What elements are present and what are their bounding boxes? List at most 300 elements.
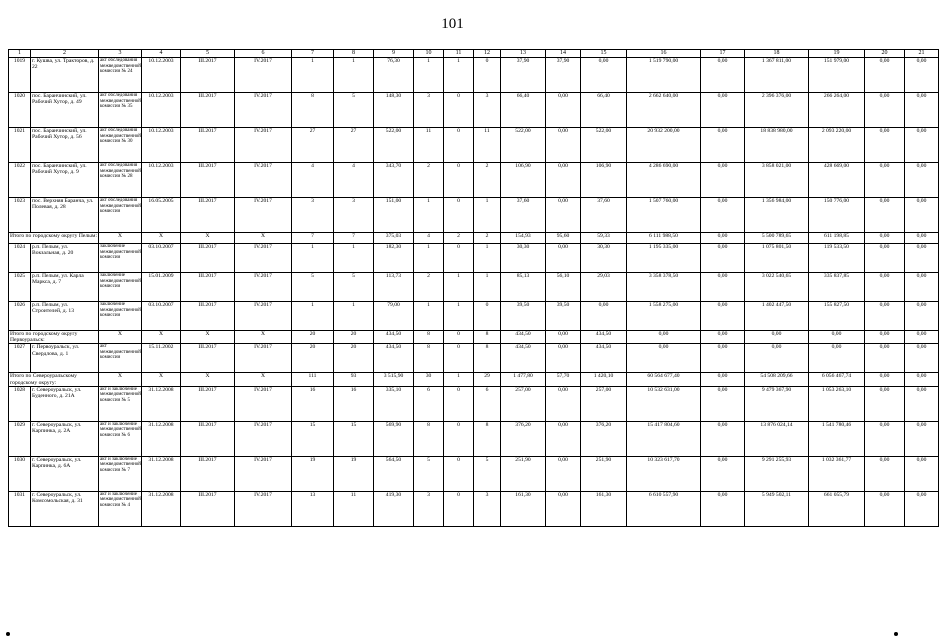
cell-c17: 0,00 xyxy=(701,163,745,198)
cell-c7: 15 xyxy=(292,421,334,456)
cell-c7: 1 xyxy=(292,244,334,273)
cell-c21: 0,00 xyxy=(905,93,939,128)
row-number: 1022 xyxy=(9,163,31,198)
cell-c16: 15 417 804,60 xyxy=(627,421,701,456)
cell-c4: X xyxy=(142,233,181,244)
cell-c21: 0,00 xyxy=(905,198,939,233)
cell-c14: 0,00 xyxy=(546,198,581,233)
cell-c9: 151,00 xyxy=(374,198,414,233)
cell-c18: 13 876 024,14 xyxy=(745,421,809,456)
cell-c18: 3 858 021,00 xyxy=(745,163,809,198)
cell-c18: 5 500 789,65 xyxy=(745,233,809,244)
cell-c17: 0,00 xyxy=(701,373,745,386)
cell-c20: 0,00 xyxy=(865,302,905,331)
planned-start: III.2017 xyxy=(181,93,235,128)
cell-c14: 57,70 xyxy=(546,373,581,386)
cell-c13: 376,20 xyxy=(501,421,546,456)
cell-c15: 59,33 xyxy=(581,233,627,244)
total-row xyxy=(9,373,939,386)
planned-end: IV.2017 xyxy=(235,163,292,198)
cell-c14: 0,00 xyxy=(546,163,581,198)
cell-c19: 1 541 780,46 xyxy=(809,421,865,456)
total-label: Итого по городскому округу Пелым: xyxy=(9,233,99,244)
cell-c19: 1 053 263,10 xyxy=(809,386,865,421)
cell-c9: 335,10 xyxy=(374,386,414,421)
cell-c10: 30 xyxy=(414,373,444,386)
basis-document: акт межведомственной комиссии xyxy=(99,344,142,373)
cell-c10: 6 xyxy=(414,386,444,421)
cell-c14: 0,00 xyxy=(546,456,581,491)
address: г. Североуральск, ул. Карпинка, д. 6А xyxy=(31,456,99,491)
cell-c7: 19 xyxy=(292,456,334,491)
cell-c10: 1 xyxy=(414,302,444,331)
cell-c6: X xyxy=(235,233,292,244)
planned-start: III.2017 xyxy=(181,302,235,331)
cell-c20: 0,00 xyxy=(865,163,905,198)
cell-c13: 66,40 xyxy=(501,93,546,128)
cell-c21: 0,00 xyxy=(905,163,939,198)
cell-c7: 27 xyxy=(292,128,334,163)
cell-c16: 0,00 xyxy=(627,331,701,344)
cell-c9: 569,90 xyxy=(374,421,414,456)
column-number: 16 xyxy=(627,50,701,58)
cell-c9: 375,03 xyxy=(374,233,414,244)
row-number: 1025 xyxy=(9,273,31,302)
cell-c13: 37,60 xyxy=(501,198,546,233)
column-number: 18 xyxy=(745,50,809,58)
cell-c16: 1 195 335,00 xyxy=(627,244,701,273)
cell-c13: 257,00 xyxy=(501,386,546,421)
row-number: 1026 xyxy=(9,302,31,331)
planned-start: III.2017 xyxy=(181,344,235,373)
planned-start: III.2017 xyxy=(181,421,235,456)
cell-c16: 1 519 790,00 xyxy=(627,58,701,93)
resettlement-register-table xyxy=(8,49,939,527)
cell-c19: 2 093 220,00 xyxy=(809,128,865,163)
cell-c21: 0,00 xyxy=(905,456,939,491)
cell-c7: 4 xyxy=(292,163,334,198)
total-label: Итого по городскому округу Первоуральск: xyxy=(9,331,99,344)
row-number: 1019 xyxy=(9,58,31,93)
cell-c15: 257,00 xyxy=(581,386,627,421)
cell-c14: 0,00 xyxy=(546,93,581,128)
cell-c8: 7 xyxy=(334,233,374,244)
cell-c19: 155 827,50 xyxy=(809,302,865,331)
cell-c8: 20 xyxy=(334,331,374,344)
cell-c16: 0,00 xyxy=(627,344,701,373)
address: пос. Баранчинский, ул. Рабочий Хутор, д. 56 xyxy=(31,128,99,163)
cell-c8: 11 xyxy=(334,491,374,526)
cell-c20: 0,00 xyxy=(865,386,905,421)
address: г. Североуральск, ул. Буденного, д. 21А xyxy=(31,386,99,421)
cell-c15: 30,30 xyxy=(581,244,627,273)
table-row xyxy=(9,128,939,163)
cell-c12: 8 xyxy=(474,421,501,456)
cell-c13: 85,13 xyxy=(501,273,546,302)
planned-end: IV.2017 xyxy=(235,93,292,128)
recognition-date: 10.12.2003 xyxy=(142,128,181,163)
cell-c13: 161,30 xyxy=(501,491,546,526)
cell-c5: X xyxy=(181,331,235,344)
cell-c21: 0,00 xyxy=(905,302,939,331)
cell-c10: 2 xyxy=(414,163,444,198)
cell-c3: X xyxy=(99,373,142,386)
cell-c18: 18 838 980,00 xyxy=(745,128,809,163)
cell-c20: 0,00 xyxy=(865,244,905,273)
cell-c14: 0,00 xyxy=(546,344,581,373)
cell-c20: 0,00 xyxy=(865,491,905,526)
cell-c12: 1 xyxy=(474,244,501,273)
column-number: 13 xyxy=(501,50,546,58)
cell-c8: 20 xyxy=(334,344,374,373)
cell-c8: 1 xyxy=(334,244,374,273)
cell-c17: 0,00 xyxy=(701,93,745,128)
basis-document: акт обследования межведомственной комиссии xyxy=(99,198,142,233)
planned-start: III.2017 xyxy=(181,198,235,233)
column-number: 10 xyxy=(414,50,444,58)
cell-c7: 7 xyxy=(292,233,334,244)
cell-c9: 113,73 xyxy=(374,273,414,302)
column-number: 1 xyxy=(9,50,31,58)
cell-c7: 5 xyxy=(292,273,334,302)
recognition-date: 10.12.2003 xyxy=(142,163,181,198)
cell-c16: 10 323 617,70 xyxy=(627,456,701,491)
cell-c12: 2 xyxy=(474,233,501,244)
cell-c20: 0,00 xyxy=(865,344,905,373)
cell-c9: 148,30 xyxy=(374,93,414,128)
cell-c9: 182,30 xyxy=(374,244,414,273)
cell-c7: 16 xyxy=(292,386,334,421)
cell-c19: 1 032 361,77 xyxy=(809,456,865,491)
cell-c11: 0 xyxy=(444,344,474,373)
planned-end: IV.2017 xyxy=(235,58,292,93)
address: р.п. Пелым, ул. Строителей, д. 13 xyxy=(31,302,99,331)
cell-c9: 76,30 xyxy=(374,58,414,93)
cell-c20: 0,00 xyxy=(865,58,905,93)
cell-c14: 0,00 xyxy=(546,491,581,526)
cell-c11: 0 xyxy=(444,93,474,128)
cell-c21: 0,00 xyxy=(905,373,939,386)
cell-c12: 11 xyxy=(474,128,501,163)
cell-c12: 5 xyxy=(474,456,501,491)
cell-c18: 0,00 xyxy=(745,344,809,373)
cell-c9: 434,50 xyxy=(374,331,414,344)
cell-c7: 13 xyxy=(292,491,334,526)
planned-start: III.2017 xyxy=(181,386,235,421)
cell-c11: 0 xyxy=(444,244,474,273)
address: р.п. Пелым, ул. Карла Маркса, д. 7 xyxy=(31,273,99,302)
planned-end: IV.2017 xyxy=(235,456,292,491)
table-row xyxy=(9,421,939,456)
cell-c15: 376,20 xyxy=(581,421,627,456)
cell-c14: 0,00 xyxy=(546,128,581,163)
table-row xyxy=(9,302,939,331)
column-number: 15 xyxy=(581,50,627,58)
cell-c15: 37,60 xyxy=(581,198,627,233)
cell-c14: 37,90 xyxy=(546,58,581,93)
cell-c10: 2 xyxy=(414,273,444,302)
cell-c8: 1 xyxy=(334,302,374,331)
cell-c12: 3 xyxy=(474,491,501,526)
page-number: 101 xyxy=(441,16,464,32)
cell-c13: 37,90 xyxy=(501,58,546,93)
cell-c20: 0,00 xyxy=(865,93,905,128)
cell-c20: 0,00 xyxy=(865,456,905,491)
total-row xyxy=(9,233,939,244)
cell-c13: 434,50 xyxy=(501,344,546,373)
cell-c15: 1 420,10 xyxy=(581,373,627,386)
cell-c10: 1 xyxy=(414,198,444,233)
basis-document: заключение межведомственной комиссии xyxy=(99,302,142,331)
cell-c20: 0,00 xyxy=(865,373,905,386)
cell-c8: 93 xyxy=(334,373,374,386)
cell-c16: 2 662 640,00 xyxy=(627,93,701,128)
cell-c17: 0,00 xyxy=(701,302,745,331)
cell-c6: X xyxy=(235,373,292,386)
cell-c14: 0,00 xyxy=(546,386,581,421)
cell-c18: 1 367 811,00 xyxy=(745,58,809,93)
cell-c8: 19 xyxy=(334,456,374,491)
recognition-date: 31.12.2008 xyxy=(142,456,181,491)
cell-c9: 419,30 xyxy=(374,491,414,526)
planned-end: IV.2017 xyxy=(235,273,292,302)
cell-c9: 434,50 xyxy=(374,344,414,373)
planned-end: IV.2017 xyxy=(235,386,292,421)
table-row xyxy=(9,273,939,302)
basis-document: заключение межведомственной комиссии xyxy=(99,244,142,273)
cell-c11: 0 xyxy=(444,386,474,421)
planned-start: III.2017 xyxy=(181,491,235,526)
cell-c18: 3 022 540,65 xyxy=(745,273,809,302)
planned-end: IV.2017 xyxy=(235,491,292,526)
cell-c11: 0 xyxy=(444,198,474,233)
basis-document: акт и заключение межведомственной комиссии № 5 xyxy=(99,386,142,421)
cell-c11: 0 xyxy=(444,331,474,344)
cell-c15: 251,90 xyxy=(581,456,627,491)
cell-c15: 161,30 xyxy=(581,491,627,526)
table-row xyxy=(9,491,939,526)
cell-c9: 522,00 xyxy=(374,128,414,163)
row-number: 1028 xyxy=(9,386,31,421)
table-row xyxy=(9,58,939,93)
basis-document: акт и заключение межведомственной комиссии № 6 xyxy=(99,421,142,456)
cell-c12: 6 xyxy=(474,386,501,421)
cell-c19: 151 979,00 xyxy=(809,58,865,93)
row-number: 1031 xyxy=(9,491,31,526)
column-number-row xyxy=(9,50,939,58)
planned-start: III.2017 xyxy=(181,244,235,273)
cell-c15: 0,00 xyxy=(581,302,627,331)
cell-c21: 0,00 xyxy=(905,491,939,526)
cell-c7: 111 xyxy=(292,373,334,386)
cell-c10: 8 xyxy=(414,344,444,373)
planned-start: III.2017 xyxy=(181,58,235,93)
column-number: 9 xyxy=(374,50,414,58)
basis-document: акт обследования межведомственной комиссии № 30 xyxy=(99,128,142,163)
table-row xyxy=(9,93,939,128)
cell-c14: 0,00 xyxy=(546,244,581,273)
recognition-date: 03.10.2007 xyxy=(142,244,181,273)
address: г. Кушва, ул. Тракторов, д. 22 xyxy=(31,58,99,93)
address: г. Североуральск, ул. Карпинка, д. 2А xyxy=(31,421,99,456)
cell-c15: 434,50 xyxy=(581,331,627,344)
cell-c11: 2 xyxy=(444,233,474,244)
cell-c7: 8 xyxy=(292,93,334,128)
cell-c18: 2 396 376,00 xyxy=(745,93,809,128)
column-number: 12 xyxy=(474,50,501,58)
cell-c10: 1 xyxy=(414,244,444,273)
cell-c7: 20 xyxy=(292,344,334,373)
cell-c11: 0 xyxy=(444,456,474,491)
planned-end: IV.2017 xyxy=(235,128,292,163)
cell-c17: 0,00 xyxy=(701,128,745,163)
cell-c7: 3 xyxy=(292,198,334,233)
cell-c17: 0,00 xyxy=(701,233,745,244)
table-row xyxy=(9,386,939,421)
cell-c7: 20 xyxy=(292,331,334,344)
cell-c18: 5 949 502,11 xyxy=(745,491,809,526)
cell-c21: 0,00 xyxy=(905,273,939,302)
basis-document: заключение межведомственной комиссии xyxy=(99,273,142,302)
cell-c18: 1 075 801,50 xyxy=(745,244,809,273)
cell-c12: 1 xyxy=(474,273,501,302)
row-number: 1023 xyxy=(9,198,31,233)
cell-c21: 0,00 xyxy=(905,58,939,93)
address: г. Североуральск, ул. Комсомольская, д. 31 xyxy=(31,491,99,526)
cell-c21: 0,00 xyxy=(905,421,939,456)
cell-c19: 611 198,85 xyxy=(809,233,865,244)
cell-c12: 8 xyxy=(474,344,501,373)
cell-c21: 0,00 xyxy=(905,331,939,344)
cell-c10: 3 xyxy=(414,93,444,128)
cell-c20: 0,00 xyxy=(865,421,905,456)
cell-c13: 30,30 xyxy=(501,244,546,273)
recognition-date: 31.12.2008 xyxy=(142,386,181,421)
cell-c18: 9 479 367,90 xyxy=(745,386,809,421)
cell-c19: 661 055,79 xyxy=(809,491,865,526)
total-label: Итого по Североуральскому городскому округу: xyxy=(9,373,99,386)
column-number: 11 xyxy=(444,50,474,58)
cell-c16: 3 358 378,50 xyxy=(627,273,701,302)
cell-c10: 3 xyxy=(414,491,444,526)
cell-c13: 522,00 xyxy=(501,128,546,163)
cell-c16: 20 932 200,00 xyxy=(627,128,701,163)
cell-c10: 5 xyxy=(414,456,444,491)
planned-start: III.2017 xyxy=(181,273,235,302)
planned-end: IV.2017 xyxy=(235,198,292,233)
table-row xyxy=(9,456,939,491)
cell-c19: 0,00 xyxy=(809,344,865,373)
basis-document: акт обследования межведомственной комиссии № 24 xyxy=(99,58,142,93)
cell-c9: 343,70 xyxy=(374,163,414,198)
cell-c16: 60 564 677,40 xyxy=(627,373,701,386)
cell-c18: 54 508 209,66 xyxy=(745,373,809,386)
cell-c19: 335 837,85 xyxy=(809,273,865,302)
cell-c10: 11 xyxy=(414,128,444,163)
cell-c10: 4 xyxy=(414,233,444,244)
cell-c15: 434,50 xyxy=(581,344,627,373)
cell-c12: 29 xyxy=(474,373,501,386)
cell-c8: 15 xyxy=(334,421,374,456)
cell-c20: 0,00 xyxy=(865,331,905,344)
cell-c21: 0,00 xyxy=(905,244,939,273)
column-number: 19 xyxy=(809,50,865,58)
cell-c10: 1 xyxy=(414,58,444,93)
cell-c17: 0,00 xyxy=(701,244,745,273)
total-row xyxy=(9,331,939,344)
table-body xyxy=(9,50,939,527)
cell-c12: 8 xyxy=(474,331,501,344)
cell-c7: 1 xyxy=(292,58,334,93)
cell-c12: 2 xyxy=(474,163,501,198)
cell-c17: 0,00 xyxy=(701,421,745,456)
planned-start: III.2017 xyxy=(181,456,235,491)
table-row xyxy=(9,344,939,373)
cell-c19: 150 776,00 xyxy=(809,198,865,233)
row-number: 1024 xyxy=(9,244,31,273)
column-number: 14 xyxy=(546,50,581,58)
cell-c14: 95,60 xyxy=(546,233,581,244)
address: пос. Баранчинский, ул. Рабочий Хутор, д. 49 xyxy=(31,93,99,128)
recognition-date: 10.12.2003 xyxy=(142,93,181,128)
cell-c10: 8 xyxy=(414,421,444,456)
cell-c11: 0 xyxy=(444,491,474,526)
column-number: 17 xyxy=(701,50,745,58)
cell-c16: 10 532 631,00 xyxy=(627,386,701,421)
cell-c16: 6 610 557,90 xyxy=(627,491,701,526)
cell-c20: 0,00 xyxy=(865,273,905,302)
row-number: 1030 xyxy=(9,456,31,491)
cell-c12: 3 xyxy=(474,93,501,128)
cell-c8: 1 xyxy=(334,58,374,93)
planned-start: III.2017 xyxy=(181,163,235,198)
cell-c11: 1 xyxy=(444,373,474,386)
cell-c3: X xyxy=(99,233,142,244)
column-number: 5 xyxy=(181,50,235,58)
planned-end: IV.2017 xyxy=(235,421,292,456)
column-number: 2 xyxy=(31,50,99,58)
basis-document: акт обследования межведомственной комиссии № 35 xyxy=(99,93,142,128)
cell-c21: 0,00 xyxy=(905,344,939,373)
cell-c12: 0 xyxy=(474,302,501,331)
cell-c13: 251,90 xyxy=(501,456,546,491)
row-number: 1029 xyxy=(9,421,31,456)
cell-c21: 0,00 xyxy=(905,128,939,163)
column-number: 4 xyxy=(142,50,181,58)
address: пос. Верхняя Баранча, ул. Полевая, д. 28 xyxy=(31,198,99,233)
cell-c13: 39,50 xyxy=(501,302,546,331)
cell-c15: 29,03 xyxy=(581,273,627,302)
cell-c13: 1 477,80 xyxy=(501,373,546,386)
table-row xyxy=(9,198,939,233)
planned-end: IV.2017 xyxy=(235,302,292,331)
cell-c12: 1 xyxy=(474,198,501,233)
cell-c9: 564,50 xyxy=(374,456,414,491)
recognition-date: 15.11.2002 xyxy=(142,344,181,373)
cell-c19: 428 669,00 xyxy=(809,163,865,198)
cell-c16: 4 286 690,00 xyxy=(627,163,701,198)
row-number: 1021 xyxy=(9,128,31,163)
cell-c9: 79,00 xyxy=(374,302,414,331)
cell-c19: 119 533,50 xyxy=(809,244,865,273)
planned-start: III.2017 xyxy=(181,128,235,163)
cell-c5: X xyxy=(181,373,235,386)
cell-c3: X xyxy=(99,331,142,344)
column-number: 3 xyxy=(99,50,142,58)
column-number: 7 xyxy=(292,50,334,58)
cell-c9: 3 515,90 xyxy=(374,373,414,386)
recognition-date: 16.05.2005 xyxy=(142,198,181,233)
